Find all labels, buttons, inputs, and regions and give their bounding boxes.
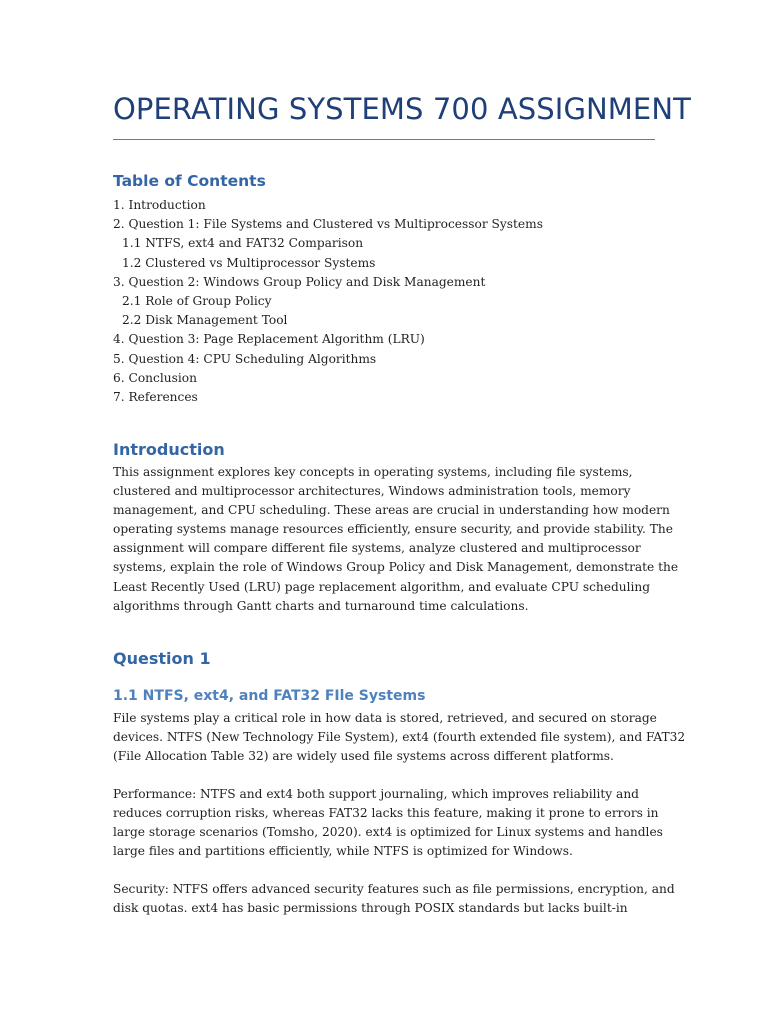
introduction-paragraph (113, 463, 679, 616)
text-line: management, and CPU scheduling. These areas are crucial in understanding how modern (113, 503, 670, 518)
text-line: Security: NTFS offers advanced security features such as file permissions, encryption, and (113, 882, 675, 896)
toc-item[interactable]: 4. Question 3: Page Replacement Algorithm (LRU) (113, 332, 425, 347)
toc-item[interactable]: 7. References (113, 389, 198, 404)
title-underline (113, 139, 655, 140)
text-line: large files and partitions efficiently, while NTFS is optimized for Windows. (113, 844, 573, 859)
toc-item[interactable]: 2.2 Disk Management Tool (122, 313, 288, 328)
question1-paragraph-performance (113, 785, 663, 861)
toc-item[interactable]: 5. Question 4: CPU Scheduling Algorithms (113, 351, 377, 366)
text-line: algorithms through Gantt charts and turnaround time calculations. (113, 598, 529, 613)
toc-item[interactable]: 3. Question 2: Windows Group Policy and Disk Management (113, 274, 486, 289)
text-line: assignment will compare different file systems, analyze clustered and multiprocessor (113, 541, 641, 556)
toc-item[interactable]: 1.2 Clustered vs Multiprocessor Systems (122, 255, 376, 270)
text-line: systems, explain the role of Windows Group Policy and Disk Management, demonstrate the (113, 560, 679, 575)
toc-item[interactable]: 6. Conclusion (113, 370, 197, 385)
question1-heading: Question 1 (113, 649, 211, 668)
text-line: Least Recently Used (LRU) page replacement algorithm, and evaluate CPU scheduling (113, 579, 651, 594)
table-of-contents (113, 196, 543, 407)
introduction-heading: Introduction (113, 440, 225, 459)
toc-item[interactable]: 2.1 Role of Group Policy (122, 293, 272, 308)
text-line: File systems play a critical role in how data is stored, retrieved, and secured on storage (113, 711, 657, 725)
document-title: OPERATING SYSTEMS 700 ASSIGNMENT (113, 92, 691, 126)
text-line: clustered and multiprocessor architectures, Windows administration tools, memory (113, 484, 631, 499)
question1-subheading: 1.1 NTFS, ext4, and FAT32 FIle Systems (113, 688, 426, 704)
question1-paragraph-1 (113, 709, 686, 766)
toc-heading: Table of Contents (113, 172, 266, 190)
text-line: devices. NTFS (New Technology File System), ext4 (fourth extended file system), and FAT32 (113, 730, 686, 745)
toc-item[interactable]: 1.1 NTFS, ext4 and FAT32 Comparison (122, 236, 364, 251)
question1-paragraph-security (113, 880, 675, 918)
toc-item[interactable]: 2. Question 1: File Systems and Clustered vs Multiprocessor Systems (113, 217, 543, 232)
text-line: This assignment explores key concepts in operating systems, including file systems, (113, 465, 633, 479)
text-line: operating systems manage resources efficiently, ensure security, and provide stability. The (113, 522, 673, 537)
toc-item[interactable]: 1. Introduction (113, 198, 206, 212)
text-line: (File Allocation Table 32) are widely used file systems across different platforms. (113, 749, 614, 764)
text-line: reduces corruption risks, whereas FAT32 lacks this feature, making it prone to errors in (113, 806, 659, 821)
text-line: disk quotas. ext4 has basic permissions through POSIX standards but lacks built-in (113, 901, 628, 916)
text-line: large storage scenarios (Tomsho, 2020). ext4 is optimized for Linux systems and handles (113, 825, 663, 840)
text-line: Performance: NTFS and ext4 both support journaling, which improves reliability and (113, 787, 639, 801)
